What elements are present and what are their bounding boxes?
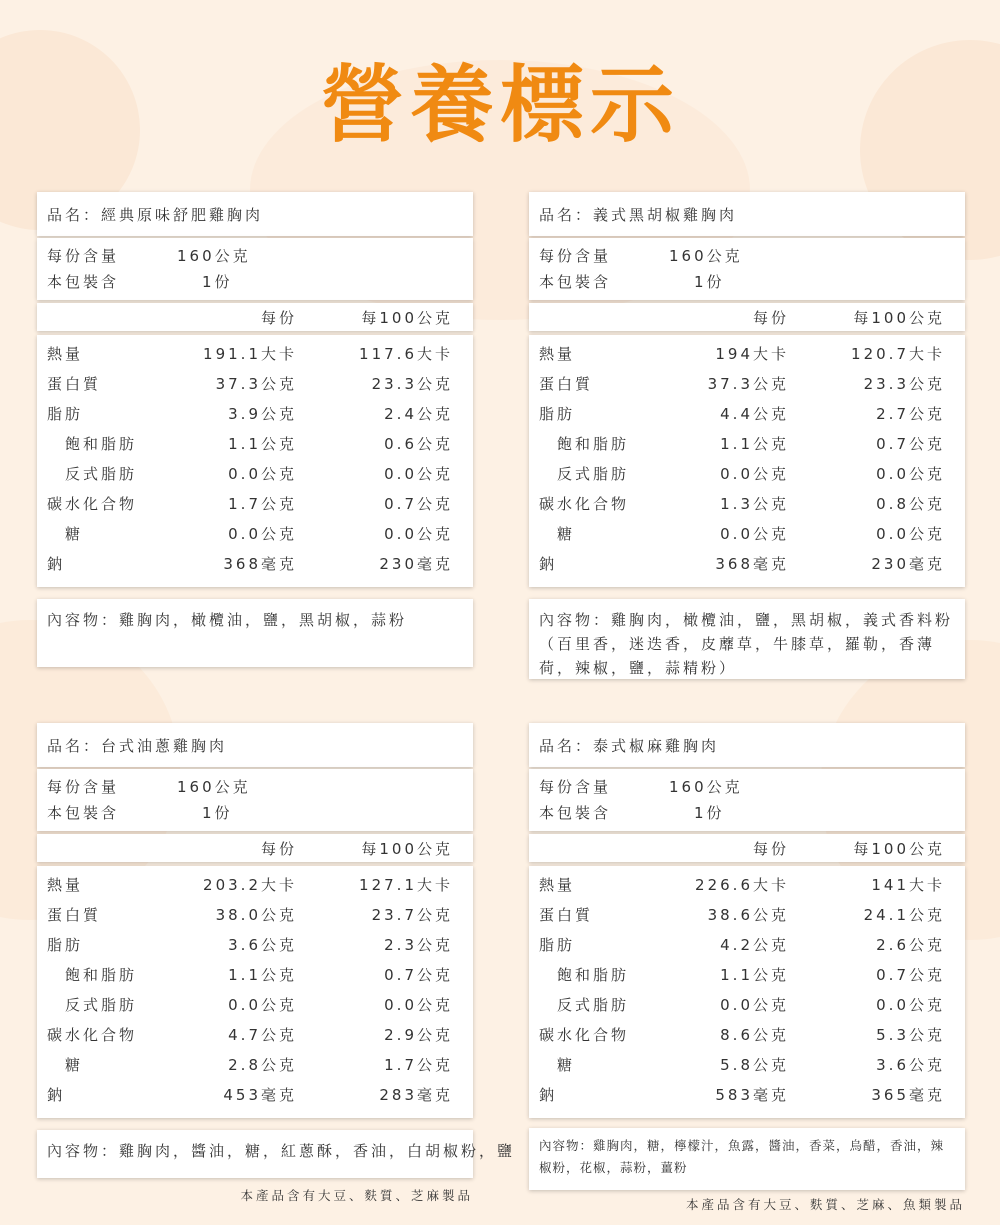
per-100g-value: 23.3公克 [371, 375, 453, 393]
nutrient-label: 脂肪 [47, 936, 84, 954]
serving-size-value: 160公克 [177, 778, 251, 796]
table-row [529, 549, 965, 579]
table-row [529, 459, 965, 489]
servings-per-pack-value: 1份 [694, 273, 725, 291]
per-serving-value: 38.0公克 [215, 906, 297, 924]
table-row [37, 459, 473, 489]
per-100g-value: 230毫克 [379, 555, 453, 573]
per-serving-value: 37.3公克 [707, 375, 789, 393]
nutrient-label: 飽和脂肪 [557, 966, 630, 984]
column-header [37, 834, 473, 862]
per-100g-value: 2.3公克 [384, 936, 453, 954]
col-per-100g: 每100公克 [853, 840, 945, 858]
table-row [37, 1050, 473, 1080]
table-row [37, 900, 473, 930]
per-serving-value: 203.2大卡 [203, 876, 297, 894]
serving-info [37, 238, 473, 300]
per-100g-value: 24.1公克 [863, 906, 945, 924]
serving-info [529, 238, 965, 300]
table-row [37, 489, 473, 519]
per-serving-value: 1.7公克 [228, 495, 297, 513]
per-100g-value: 141大卡 [871, 876, 945, 894]
table-row [529, 990, 965, 1020]
allergen-notice: 本產品含有大豆、麩質、芝麻、魚類製品 [685, 1197, 965, 1212]
per-100g-value: 230毫克 [871, 555, 945, 573]
per-100g-value: 0.7公克 [876, 966, 945, 984]
nutrient-table [37, 866, 473, 1118]
per-100g-value: 0.0公克 [384, 465, 453, 483]
table-row [529, 1080, 965, 1110]
per-100g-value: 0.0公克 [876, 996, 945, 1014]
serving-size-label: 每份含量 [539, 778, 612, 796]
table-row [529, 489, 965, 519]
servings-per-pack-label: 本包裝含 [47, 273, 120, 291]
per-serving-value: 2.8公克 [228, 1056, 297, 1074]
serving-size-value: 160公克 [669, 247, 743, 265]
servings-per-pack-row [539, 270, 959, 294]
ingredients-text: 內容物：雞胸肉，糖，檸檬汁，魚露，醬油，香菜，烏醋，香油，辣椒粉，花椒，蒜粉，薑粉 [539, 1138, 945, 1175]
per-100g-value: 0.7公克 [384, 966, 453, 984]
nutrient-label: 碳水化合物 [539, 1026, 630, 1044]
per-100g-value: 0.0公克 [384, 996, 453, 1014]
table-row [529, 900, 965, 930]
per-100g-value: 0.0公克 [384, 525, 453, 543]
table-row [529, 429, 965, 459]
table-row [37, 870, 473, 900]
nutrient-label: 脂肪 [539, 936, 576, 954]
table-row [37, 1080, 473, 1110]
per-100g-value: 0.6公克 [384, 435, 453, 453]
table-row [37, 339, 473, 369]
table-row [37, 549, 473, 579]
serving-size-row [47, 244, 467, 268]
col-per-100g: 每100公克 [361, 309, 453, 327]
col-per-serving: 每份 [260, 309, 297, 327]
table-row [37, 429, 473, 459]
product-name: 品名：台式油蔥雞胸肉 [37, 723, 473, 767]
per-serving-value: 37.3公克 [215, 375, 297, 393]
nutrient-label: 碳水化合物 [47, 1026, 138, 1044]
serving-info [529, 769, 965, 831]
per-100g-value: 2.9公克 [384, 1026, 453, 1044]
nutrient-label: 糖 [65, 1056, 84, 1074]
table-row [37, 369, 473, 399]
per-serving-value: 453毫克 [223, 1086, 297, 1104]
col-per-serving: 每份 [752, 309, 789, 327]
servings-per-pack-row [47, 270, 467, 294]
col-per-100g: 每100公克 [361, 840, 453, 858]
servings-per-pack-value: 1份 [202, 273, 233, 291]
nutrient-label: 飽和脂肪 [65, 435, 138, 453]
table-row [529, 1020, 965, 1050]
nutrient-label: 脂肪 [47, 405, 84, 423]
per-100g-value: 0.0公克 [876, 525, 945, 543]
nutrient-label: 碳水化合物 [539, 495, 630, 513]
column-header [529, 834, 965, 862]
nutrient-label: 反式脂肪 [557, 996, 630, 1014]
servings-per-pack-value: 1份 [202, 804, 233, 822]
per-100g-value: 0.8公克 [876, 495, 945, 513]
per-100g-value: 0.7公克 [384, 495, 453, 513]
nutrition-card-thai-pepper [529, 723, 965, 1213]
nutrient-label: 飽和脂肪 [65, 966, 138, 984]
servings-per-pack-value: 1份 [694, 804, 725, 822]
per-100g-value: 120.7大卡 [851, 345, 945, 363]
per-serving-value: 1.1公克 [720, 435, 789, 453]
ingredients-text: 內容物：雞胸肉，橄欖油，鹽，黑胡椒，義式香料粉（百里香，迷迭香，皮蘼草，牛膝草，羅勒，香薄荷，辣椒，鹽，蒜精粉） [539, 611, 954, 677]
serving-size-label: 每份含量 [539, 247, 612, 265]
table-row [37, 930, 473, 960]
per-serving-value: 0.0公克 [228, 465, 297, 483]
per-100g-value: 127.1大卡 [359, 876, 453, 894]
per-serving-value: 368毫克 [715, 555, 789, 573]
page-title: 營養標示 [319, 56, 680, 154]
per-serving-value: 1.3公克 [720, 495, 789, 513]
serving-size-row [539, 244, 959, 268]
per-100g-value: 0.7公克 [876, 435, 945, 453]
per-100g-value: 5.3公克 [876, 1026, 945, 1044]
servings-per-pack-row [47, 801, 467, 825]
per-serving-value: 3.9公克 [228, 405, 297, 423]
column-header [37, 303, 473, 331]
serving-info [37, 769, 473, 831]
per-100g-value: 117.6大卡 [359, 345, 453, 363]
per-serving-value: 5.8公克 [720, 1056, 789, 1074]
per-serving-value: 38.6公克 [707, 906, 789, 924]
nutrient-label: 反式脂肪 [65, 996, 138, 1014]
per-serving-value: 0.0公克 [228, 525, 297, 543]
per-100g-value: 23.7公克 [371, 906, 453, 924]
per-serving-value: 4.7公克 [228, 1026, 297, 1044]
product-name: 品名：經典原味舒肥雞胸肉 [37, 192, 473, 236]
per-serving-value: 583毫克 [715, 1086, 789, 1104]
nutrition-card-classic [37, 192, 473, 672]
servings-per-pack-label: 本包裝含 [47, 804, 120, 822]
serving-size-value: 160公克 [669, 778, 743, 796]
servings-per-pack-row [539, 801, 959, 825]
nutrient-label: 熱量 [539, 876, 576, 894]
table-row [37, 519, 473, 549]
nutrient-label: 鈉 [47, 555, 66, 573]
col-per-100g: 每100公克 [853, 309, 945, 327]
nutrient-label: 蛋白質 [47, 906, 102, 924]
per-serving-value: 0.0公克 [720, 465, 789, 483]
nutrient-label: 熱量 [47, 345, 84, 363]
nutrition-card-italian-pepper [529, 192, 965, 682]
per-serving-value: 1.1公克 [228, 966, 297, 984]
per-serving-value: 1.1公克 [720, 966, 789, 984]
nutrient-table [529, 866, 965, 1118]
nutrient-label: 碳水化合物 [47, 495, 138, 513]
per-serving-value: 194大卡 [715, 345, 789, 363]
per-serving-value: 0.0公克 [720, 996, 789, 1014]
per-100g-value: 1.7公克 [384, 1056, 453, 1074]
col-per-serving: 每份 [752, 840, 789, 858]
per-serving-value: 0.0公克 [720, 525, 789, 543]
serving-size-value: 160公克 [177, 247, 251, 265]
nutrient-label: 反式脂肪 [557, 465, 630, 483]
ingredients-text: 內容物：雞胸肉，橄欖油，鹽，黑胡椒，蒜粉 [47, 611, 408, 629]
per-serving-value: 368毫克 [223, 555, 297, 573]
serving-size-row [539, 775, 959, 799]
nutrient-label: 反式脂肪 [65, 465, 138, 483]
per-serving-value: 1.1公克 [228, 435, 297, 453]
nutrient-label: 脂肪 [539, 405, 576, 423]
table-row [529, 960, 965, 990]
nutrient-label: 飽和脂肪 [557, 435, 630, 453]
per-serving-value: 191.1大卡 [203, 345, 297, 363]
ingredients-text: 內容物：雞胸肉，醬油，糖，紅蔥酥，香油，白胡椒粉，鹽 [47, 1142, 516, 1160]
table-row [529, 1050, 965, 1080]
ingredients-box [37, 599, 473, 667]
table-row [37, 1020, 473, 1050]
serving-size-label: 每份含量 [47, 247, 120, 265]
col-per-serving: 每份 [260, 840, 297, 858]
allergen-notice: 本產品含有大豆、麩質、芝麻製品 [240, 1188, 473, 1203]
table-row [37, 399, 473, 429]
per-serving-value: 8.6公克 [720, 1026, 789, 1044]
per-100g-value: 0.0公克 [876, 465, 945, 483]
per-100g-value: 2.6公克 [876, 936, 945, 954]
nutrient-label: 糖 [557, 1056, 576, 1074]
table-row [37, 960, 473, 990]
table-row [529, 519, 965, 549]
nutrient-label: 糖 [65, 525, 84, 543]
table-row [529, 870, 965, 900]
nutrient-label: 熱量 [539, 345, 576, 363]
product-name: 品名：泰式椒麻雞胸肉 [529, 723, 965, 767]
nutrient-label: 蛋白質 [539, 375, 594, 393]
nutrient-table [37, 335, 473, 587]
per-100g-value: 3.6公克 [876, 1056, 945, 1074]
ingredients-box [529, 599, 965, 679]
ingredients-box [529, 1128, 965, 1190]
column-header [529, 303, 965, 331]
nutrient-label: 鈉 [539, 555, 558, 573]
servings-per-pack-label: 本包裝含 [539, 804, 612, 822]
ingredients-box [37, 1130, 516, 1178]
nutrient-label: 蛋白質 [47, 375, 102, 393]
per-100g-value: 2.7公克 [876, 405, 945, 423]
nutrient-label: 鈉 [539, 1086, 558, 1104]
nutrition-card-taiwanese-scallion [37, 723, 516, 1203]
per-serving-value: 4.2公克 [720, 936, 789, 954]
per-100g-value: 23.3公克 [863, 375, 945, 393]
per-100g-value: 2.4公克 [384, 405, 453, 423]
table-row [529, 369, 965, 399]
servings-per-pack-label: 本包裝含 [539, 273, 612, 291]
nutrient-label: 熱量 [47, 876, 84, 894]
table-row [529, 930, 965, 960]
table-row [37, 990, 473, 1020]
nutrient-label: 糖 [557, 525, 576, 543]
per-serving-value: 3.6公克 [228, 936, 297, 954]
nutrient-table [529, 335, 965, 587]
per-100g-value: 365毫克 [871, 1086, 945, 1104]
per-serving-value: 4.4公克 [720, 405, 789, 423]
table-row [529, 339, 965, 369]
table-row [529, 399, 965, 429]
nutrient-label: 蛋白質 [539, 906, 594, 924]
nutrient-label: 鈉 [47, 1086, 66, 1104]
per-serving-value: 0.0公克 [228, 996, 297, 1014]
per-100g-value: 283毫克 [379, 1086, 453, 1104]
per-serving-value: 226.6大卡 [695, 876, 789, 894]
serving-size-row [47, 775, 467, 799]
product-name: 品名：義式黑胡椒雞胸肉 [529, 192, 965, 236]
serving-size-label: 每份含量 [47, 778, 120, 796]
